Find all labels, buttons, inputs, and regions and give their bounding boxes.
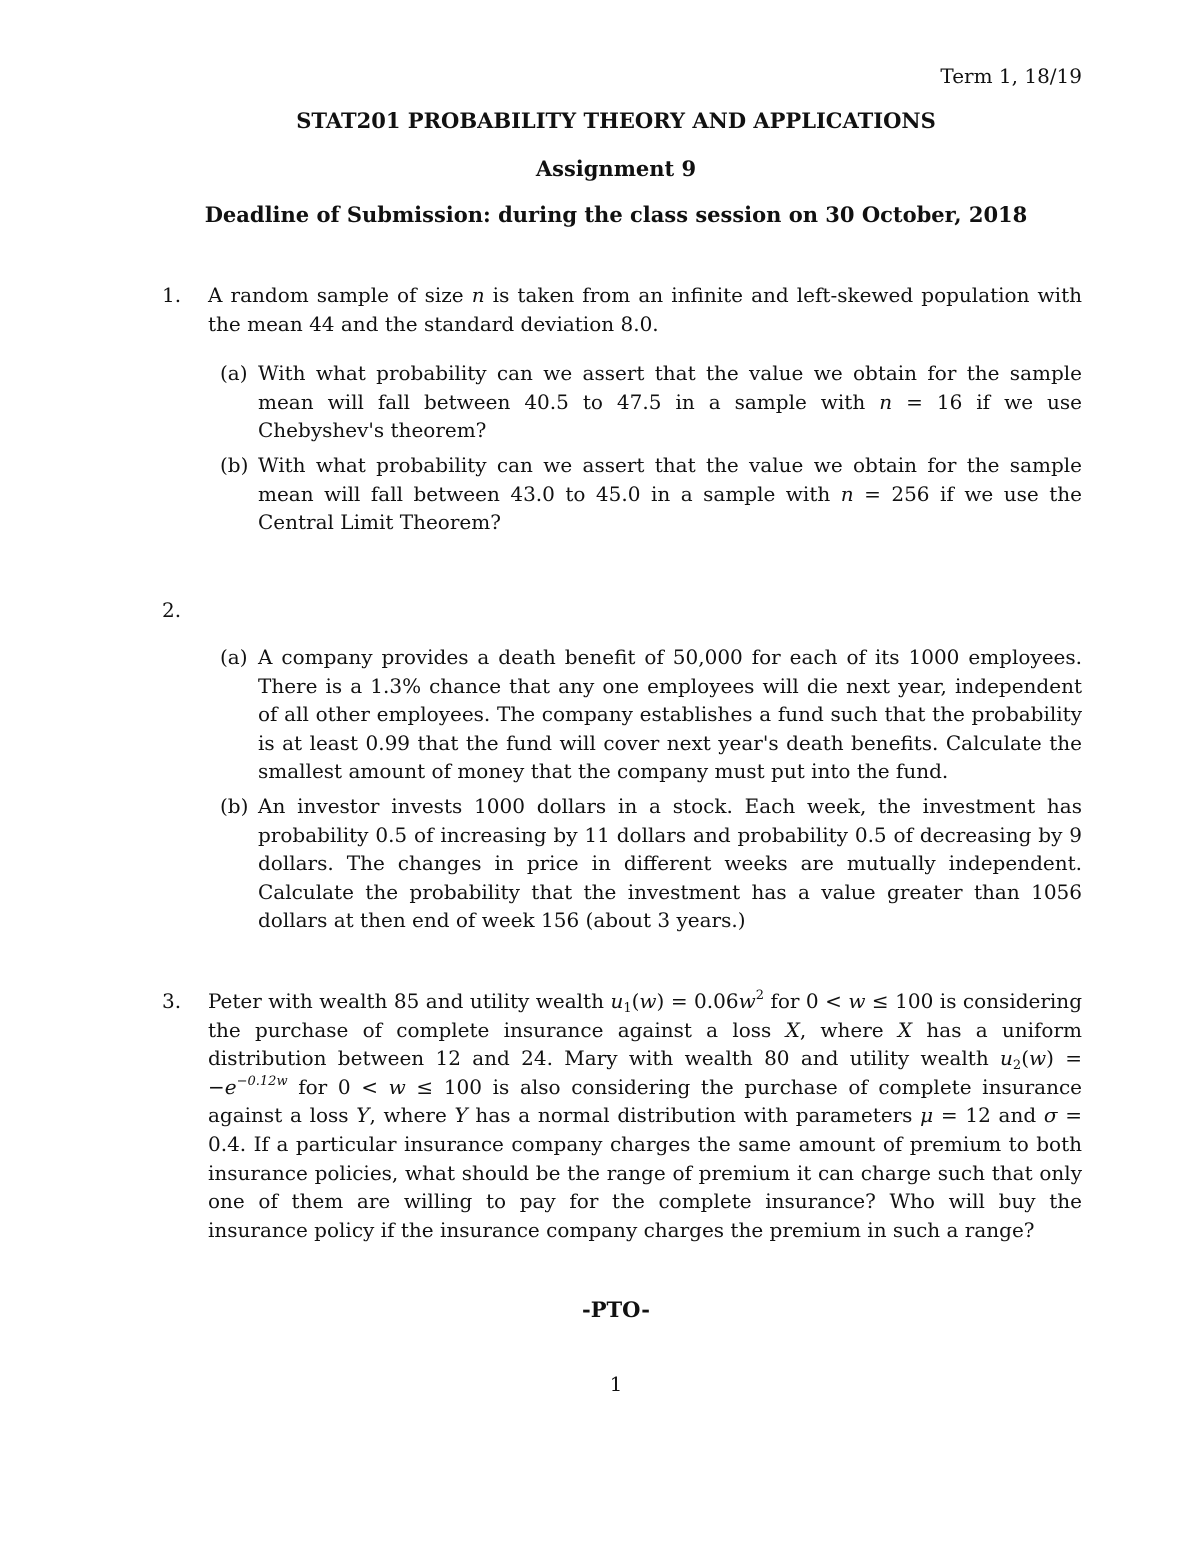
question-2a-text: A company provides a death benefit of 50,000 for each of its 1000 employees. There is a 1.3% chance that any one employees will die next year, independent of all other employees. The company establishes a fund such that the probability is at least 0.99 that the fund will cover next year's death benefits. Calculate the smallest amount of money that the company must put into the fund. <box>258 645 1082 784</box>
part-label: (b) <box>220 452 249 477</box>
question-3 <box>162 987 1082 1244</box>
page-number: 1 <box>609 1372 623 1396</box>
question-1b-text: With what probability can we assert that the value we obtain for the sample mean will fall between 43.0 to 45.0 in a sample with n = 256 if we use the Central Limit Theorem? <box>258 452 1082 535</box>
question-2a <box>220 643 1082 786</box>
question-number: 3. <box>162 989 182 1013</box>
question-2b <box>220 792 1082 935</box>
deadline: Deadline of Submission: during the class session on 30 October, 2018 <box>204 202 1028 227</box>
question-1a <box>220 359 1082 445</box>
question-1b <box>220 451 1082 537</box>
question-1-text: A random sample of size n is taken from an infinite and left-skewed population with the mean 44 and the standard deviation 8.0. <box>208 283 1082 336</box>
assignment-title: Assignment 9 <box>535 156 697 181</box>
question-number: 2. <box>162 598 182 622</box>
question-2b-text: An investor invests 1000 dollars in a stock. Each week, the investment has probability 0.5 of increasing by 11 dollars and probability 0.5 of decreasing by 9 dollars. The changes in price in different weeks are mutually independent. Calculate the probability that the investment has a value greater than 1056 dollars at then end of week 156 (about 3 years.) <box>258 793 1082 933</box>
question-number: 1. <box>162 283 182 307</box>
part-label: (a) <box>220 645 248 669</box>
term-label: Term 1, 18/19 <box>940 64 1082 88</box>
part-label: (b) <box>220 793 249 818</box>
question-1 <box>162 281 1082 537</box>
pto-label: -PTO- <box>582 1297 650 1322</box>
course-title: STAT201 PROBABILITY THEORY AND APPLICATIONS <box>296 108 936 133</box>
part-label: (a) <box>220 361 248 386</box>
question-2 <box>162 596 1082 935</box>
question-3-text: Peter with wealth 85 and utility wealth $u_1(w) = 0.06w^2$ for 0 < w ≤ 100 is considering the purchase of complete insurance against a loss X, where X has a uniform distribution between 12 and 24. Mary with wealth 80 and utility wealth $u_2(w) = -e^{-0.12w}$ for 0 < w ≤ 100 is also considering the purchase of complete insurance against a loss Y, where Y has a normal distribution with parameters μ = 12 and σ = 0.4. If a particular insurance company charges the same amount of premium to both insurance policies, what should be the range of premium it can charge such that only one of them are willing to pay for the complete insurance? Who will buy the insurance policy if the insurance company charges the premium in such a range? <box>208 988 1083 1242</box>
question-1a-text: With what probability can we assert that the value we obtain for the sample mean will fall between 40.5 to 47.5 in a sample with n = 16 if we use Chebyshev's theorem? <box>258 361 1082 443</box>
